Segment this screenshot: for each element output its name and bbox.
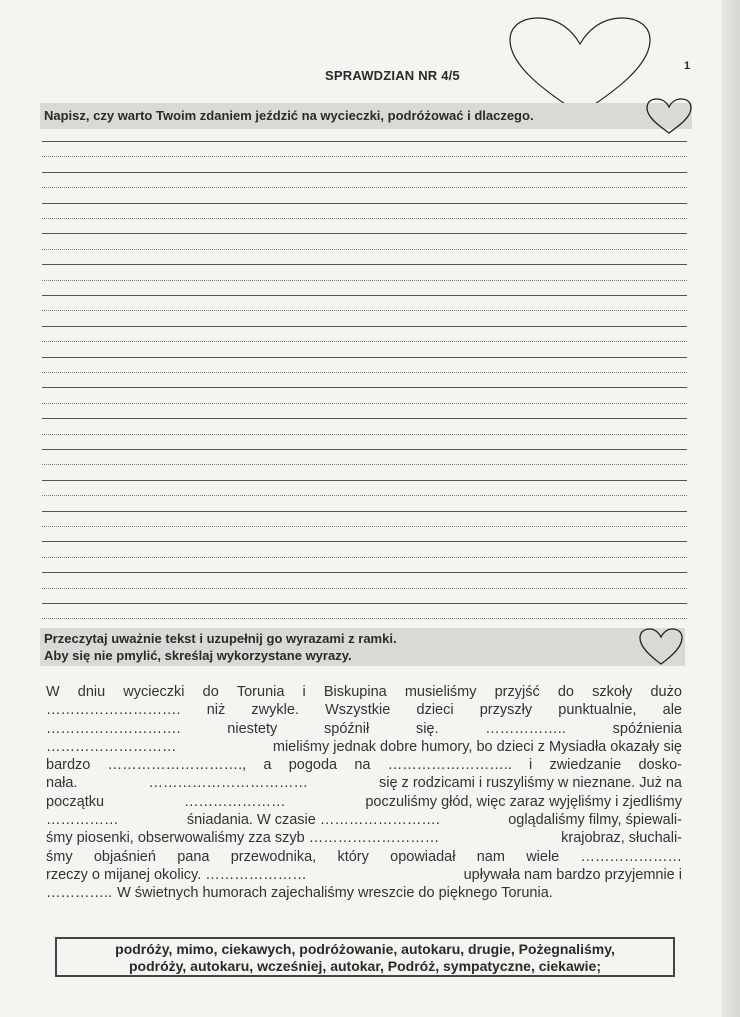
- text-fragment: oglądaliśmy filmy, śpiewali-: [508, 812, 682, 829]
- text-line: [46, 866, 682, 884]
- writing-line[interactable]: [42, 187, 687, 188]
- text-fragment: pana: [177, 848, 210, 865]
- task2-instruction-1: Przeczytaj uważnie tekst i uzupełnij go wyrazami z ramki.: [44, 631, 397, 646]
- text-fragment: ……………: [46, 812, 119, 829]
- text-fragment: …………..: [46, 885, 113, 902]
- text-fragment: mieliśmy jednak dobre humory, bo dzieci z Mysiadła okazały się: [272, 738, 682, 755]
- word-box-line-1: podróży, mimo, ciekawych, podróżowanie, autokaru, drugie, Pożegnaliśmy,: [115, 941, 615, 957]
- text-fragment: dużo: [650, 684, 682, 700]
- text-fragment: niż: [206, 702, 226, 719]
- text-fragment: spóźnił: [324, 720, 370, 737]
- text-fragment: śmy piosenki, obserwowaliśmy zza szyb ………………………: [46, 830, 440, 847]
- text-fragment: ……………………..: [387, 757, 512, 774]
- task1-header: [40, 103, 692, 129]
- writing-line[interactable]: [42, 264, 687, 265]
- text-fragment: spóźnienia: [612, 720, 682, 737]
- text-fragment: dosko-: [638, 757, 682, 774]
- heart-icon: [637, 626, 685, 666]
- writing-line[interactable]: [42, 511, 687, 512]
- text-fragment: W świetnych humorach zajechaliśmy wreszcie do pięknego Torunia.: [117, 885, 553, 902]
- writing-line[interactable]: [42, 372, 687, 373]
- writing-line[interactable]: [42, 310, 687, 311]
- text-fragment: przyszły: [479, 702, 533, 719]
- task2-header: [40, 628, 685, 666]
- text-fragment: rzeczy o mijanej okolicy. …………………: [46, 866, 307, 883]
- writing-line[interactable]: [42, 156, 687, 157]
- text-fragment: dzieci: [416, 702, 454, 719]
- text-fragment: ……………..: [485, 720, 566, 737]
- writing-line[interactable]: [42, 341, 687, 342]
- writing-line[interactable]: [42, 141, 687, 142]
- writing-line[interactable]: [42, 418, 687, 419]
- writing-line[interactable]: [42, 557, 687, 558]
- writing-line[interactable]: [42, 280, 687, 281]
- text-fragment: ……………………….: [46, 720, 181, 737]
- page-number: 1: [684, 60, 691, 72]
- writing-line[interactable]: [42, 218, 687, 219]
- text-line: [46, 720, 682, 738]
- text-fragment: wiele: [526, 848, 560, 865]
- text-fragment: który: [337, 848, 369, 865]
- text-line: [46, 829, 682, 847]
- text-line: [46, 756, 682, 774]
- text-fragment: poczuliśmy głód, więc zaraz wyjęliśmy i zjedliśmy: [365, 793, 682, 810]
- text-fragment: objaśnień: [93, 848, 156, 865]
- text-fragment: …………………: [183, 793, 286, 810]
- writing-line[interactable]: [42, 357, 687, 358]
- text-line: [46, 774, 682, 792]
- writing-line[interactable]: [42, 541, 687, 542]
- text-fragment: dniu: [77, 684, 106, 700]
- writing-line[interactable]: [42, 387, 687, 388]
- word-box-line-2: podróży, autokaru, wcześniej, autokar, Podróż, sympatyczne, ciekawie;: [128, 958, 601, 974]
- text-fragment: opowiadał: [390, 848, 456, 865]
- writing-line[interactable]: [42, 203, 687, 204]
- text-fragment: zwiedzanie: [549, 757, 622, 774]
- writing-line[interactable]: [42, 233, 687, 234]
- text-fragment: i: [528, 757, 533, 774]
- text-fragment: musieliśmy: [404, 684, 477, 700]
- heart-icon: [644, 97, 694, 135]
- text-fragment: pogoda: [288, 757, 338, 774]
- writing-line[interactable]: [42, 434, 687, 435]
- writing-line[interactable]: [42, 295, 687, 296]
- text-fragment: upływała nam bardzo przyjemnie i: [463, 866, 682, 883]
- text-fragment: na: [354, 757, 371, 774]
- text-fragment: ale: [662, 702, 682, 719]
- writing-line[interactable]: [42, 603, 687, 604]
- writing-line[interactable]: [42, 618, 687, 619]
- text-fragment: nam: [476, 848, 505, 865]
- text-fragment: ……………………….: [46, 702, 181, 719]
- text-fragment: Wszystkie: [325, 702, 391, 719]
- text-fragment: wycieczki: [123, 684, 185, 700]
- text-fragment: Biskupina: [323, 684, 387, 700]
- text-fragment: W: [46, 684, 60, 700]
- text-fragment: niestety: [227, 720, 278, 737]
- text-fragment: a: [263, 757, 272, 774]
- text-fragment: się.: [415, 720, 439, 737]
- text-fragment: Torunia: [236, 684, 285, 700]
- text-fragment: śniadania. W czasie …………………….: [186, 812, 440, 829]
- word-box: [55, 937, 675, 977]
- text-fragment: krajobraz, słuchali-: [561, 830, 682, 847]
- text-line: [46, 848, 682, 866]
- writing-line[interactable]: [42, 572, 687, 573]
- writing-line[interactable]: [42, 403, 687, 404]
- writing-line[interactable]: [42, 480, 687, 481]
- text-line: [46, 884, 682, 902]
- text-fragment: ………………………: [46, 738, 177, 755]
- page-edge: [722, 0, 740, 1017]
- task1-question: Napisz, czy warto Twoim zdaniem jeździć na wycieczki, podróżować i dlaczego.: [44, 108, 534, 123]
- text-line: [46, 793, 682, 811]
- writing-line[interactable]: [42, 495, 687, 496]
- heart-drawing: [506, 14, 654, 116]
- text-line: [46, 683, 682, 701]
- text-fragment: się z rodzicami i ruszyliśmy w nieznane. Już na: [378, 775, 682, 792]
- answer-lines[interactable]: [42, 131, 687, 623]
- text-fragment: szkoły: [592, 684, 633, 700]
- text-fragment: ……………………………: [148, 775, 308, 792]
- writing-line[interactable]: [42, 588, 687, 589]
- task2-instruction-2: Aby się nie pmylić, skreślaj wykorzystane wyrazy.: [44, 648, 352, 663]
- text-fragment: przewodnika,: [230, 848, 317, 865]
- writing-line[interactable]: [42, 464, 687, 465]
- text-line: [46, 701, 682, 719]
- writing-line[interactable]: [42, 449, 687, 450]
- writing-line[interactable]: [42, 326, 687, 327]
- text-fragment: bardzo: [46, 757, 91, 774]
- text-line: [46, 811, 682, 829]
- writing-line[interactable]: [42, 526, 687, 527]
- text-fragment: punktualnie,: [558, 702, 637, 719]
- text-fragment: do: [557, 684, 574, 700]
- text-fragment: nała.: [46, 775, 78, 792]
- page-title: SPRAWDZIAN NR 4/5: [325, 68, 460, 83]
- text-fragment: ……………………….,: [107, 757, 247, 774]
- text-fragment: zwykle.: [251, 702, 299, 719]
- text-fragment: i: [302, 684, 306, 700]
- writing-line[interactable]: [42, 172, 687, 173]
- text-line: [46, 738, 682, 756]
- text-fragment: przyjść: [494, 684, 540, 700]
- text-fragment: śmy: [46, 848, 73, 865]
- text-fragment: do: [202, 684, 219, 700]
- text-fragment: początku: [46, 793, 105, 810]
- text-fragment: …………………: [580, 848, 682, 865]
- cloze-text: [46, 683, 682, 903]
- writing-line[interactable]: [42, 249, 687, 250]
